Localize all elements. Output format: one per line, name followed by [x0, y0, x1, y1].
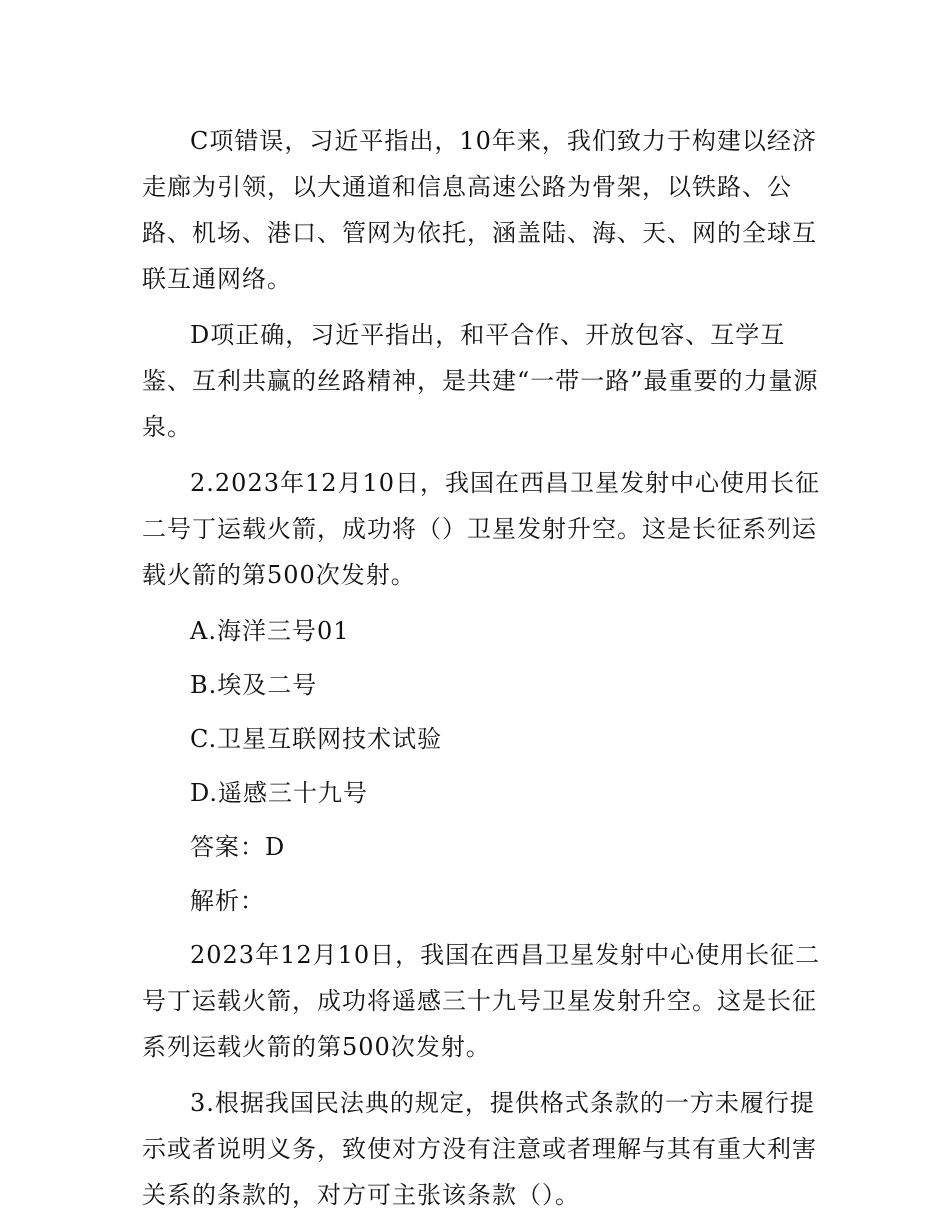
question-2-option-a: A.海洋三号01	[190, 617, 350, 645]
question-2-stem: 2.2023年12月10日，我国在西昌卫星发射中心使用长征二号丁运载火箭，成功将（）卫星发射升空。这是长征系列运载火箭的第500次发射。	[142, 469, 821, 589]
question-3-stem: 3.根据我国民法典的规定，提供格式条款的一方未履行提示或者说明义务，致使对方没有注意或者理解与其有重大利害关系的条款的，对方可主张该条款（）。	[142, 1089, 817, 1209]
question-2-option-c: C.卫星互联网技术试验	[190, 725, 443, 753]
paragraph-c-explanation: C项错误，习近平指出，10年来，我们致力于构建以经济走廊为引领，以大通道和信息高速公路为骨架，以铁路、公路、机场、港口、管网为依托，涵盖陆、海、天、网的全球互联互通网络。	[142, 127, 817, 293]
paragraph-d-explanation: D项正确，习近平指出，和平合作、开放包容、互学互鉴、互利共赢的丝路精神，是共建“一带一路”最重要的力量源泉。	[142, 321, 819, 441]
question-2-option-b: B.埃及二号	[190, 671, 318, 699]
document-content	[142, 118, 822, 1228]
question-2-option-d: D.遥感三十九号	[190, 779, 369, 807]
question-2-answer: 答案：D	[190, 833, 286, 861]
question-2-analysis: 2023年12月10日，我国在西昌卫星发射中心使用长征二号丁运载火箭，成功将遥感三十九号卫星发射升空。这是长征系列运载火箭的第500次发射。	[142, 941, 821, 1061]
question-2-analysis-label: 解析：	[190, 887, 265, 915]
